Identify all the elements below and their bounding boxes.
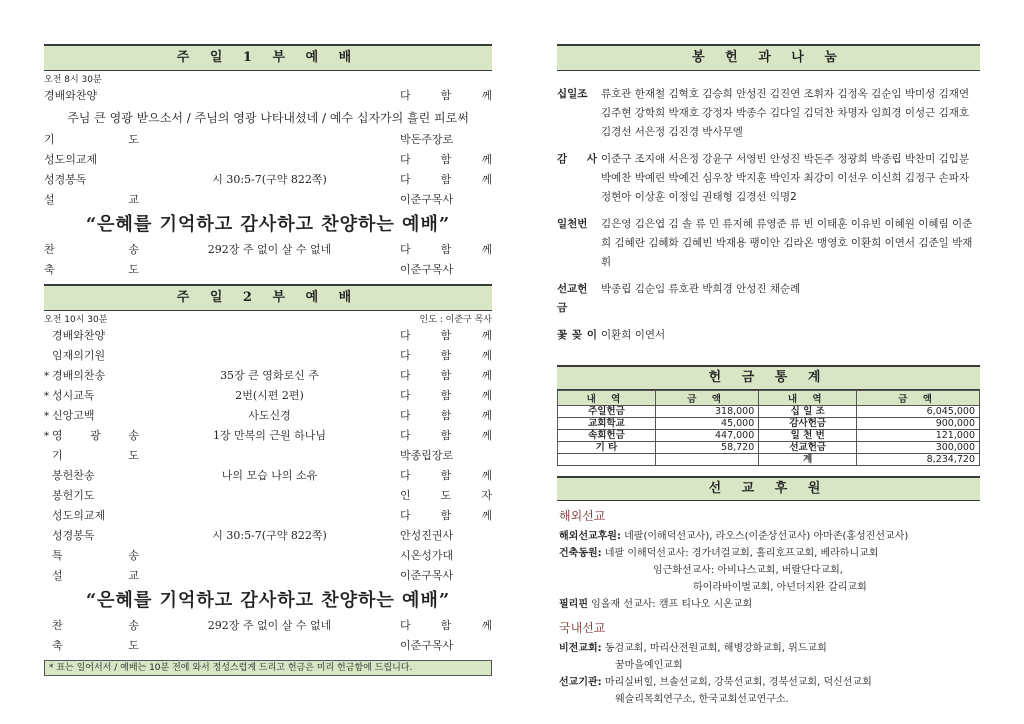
order-person: 다 함 께 xyxy=(400,369,492,382)
order-row xyxy=(44,466,492,486)
order-row xyxy=(44,486,492,506)
mission-line-text: 임근화선교사: 아비나스교회, 버랄단다교회, xyxy=(653,565,843,576)
order-label: 성도의교제 xyxy=(44,153,98,166)
order-row xyxy=(44,446,492,466)
offering-group-label: 일천번 xyxy=(557,218,588,230)
order-label: 임재의기원 xyxy=(52,349,106,362)
mission-line-label: 선교기관: xyxy=(559,677,602,688)
offering-group-names: 김은영 김은엽 김 솔 류 민 류지혜 류영준 류 빈 이태훈 이유빈 이혜원 이혜림 이준희 김혜란 김혜화 김혜빈 박재용 팽이안 김라온 맹영호 이환희 이연서 김준일 박재휘 xyxy=(601,218,973,268)
stats-cell: 318,000 xyxy=(655,406,758,418)
service1-theme: 주님 큰 영광 받으소서 / 주님의 영광 나타내셨네 / 예수 십자가의 흘린 피로써 xyxy=(67,111,469,125)
stats-header-cell: 내 역 xyxy=(759,391,857,406)
stats-cell: 속회헌금 xyxy=(558,430,656,442)
order-row xyxy=(44,130,492,150)
mission-title: 선 교 후 원 xyxy=(557,476,980,501)
order-row xyxy=(44,426,492,446)
offering-group-label: 감 사 xyxy=(557,153,597,165)
order-row xyxy=(44,366,492,386)
service2-time-line xyxy=(44,314,492,326)
stats-cell: 447,000 xyxy=(655,430,758,442)
order-label: 기 도 xyxy=(44,133,139,146)
order-person: 인 도 자 xyxy=(400,489,492,502)
service1-order-c xyxy=(44,240,492,280)
mission-line xyxy=(557,674,980,691)
order-person: 다 함 께 xyxy=(400,429,492,442)
mission-line xyxy=(557,691,980,708)
order-row xyxy=(44,616,492,636)
mission-line xyxy=(557,640,980,657)
stats-section xyxy=(557,365,980,466)
order-person: 다 함 께 xyxy=(400,509,492,522)
offering-group-names: 이환희 이연서 xyxy=(601,329,666,341)
service2-note: * 표는 일어서서 / 예배는 10분 전에 와서 정성스럽게 드리고 헌금은 미리 헌금함에 드립니다. xyxy=(44,660,492,676)
order-label: 찬 송 xyxy=(44,243,139,256)
order-person: 다 함 께 xyxy=(400,173,492,186)
stats-row xyxy=(558,406,980,418)
stats-cell: 45,000 xyxy=(655,418,758,430)
order-person: 다 함 께 xyxy=(400,243,492,256)
right-column xyxy=(557,44,980,708)
offering-group xyxy=(557,215,980,272)
order-label: 영 광 송 xyxy=(52,429,139,442)
order-label: 축 도 xyxy=(44,263,139,276)
stats-cell: 주일헌금 xyxy=(558,406,656,418)
service1-time-line xyxy=(44,74,492,86)
order-label: 설 교 xyxy=(52,569,139,582)
order-mark: * xyxy=(44,371,49,382)
service2-big-title: “은혜를 기억하고 감사하고 찬양하는 예배” xyxy=(85,590,451,611)
order-label: 특 송 xyxy=(52,549,139,562)
order-person: 이준구목사 xyxy=(400,263,454,276)
order-detail: 292장 주 없이 살 수 없네 xyxy=(204,240,336,260)
offering-group-names: 박종립 김순임 류호관 박희경 안성진 채순례 xyxy=(601,283,801,295)
order-person: 다 함 께 xyxy=(400,389,492,402)
overseas-heading: 해외선교 xyxy=(559,509,606,523)
service2-order-a xyxy=(44,326,492,586)
order-person: 이준구목사 xyxy=(400,193,454,206)
order-person: 다 함 께 xyxy=(400,153,492,166)
service1-order-a xyxy=(44,86,492,106)
order-person: 다 함 께 xyxy=(400,409,493,422)
order-row xyxy=(44,240,492,260)
order-row xyxy=(44,386,492,406)
order-label: 기 도 xyxy=(52,449,139,462)
order-label: 봉헌기도 xyxy=(52,489,95,502)
order-label: 봉헌찬송 xyxy=(52,469,95,482)
order-label: 경배의찬송 xyxy=(52,369,106,382)
stats-cell: 6,045,000 xyxy=(857,406,980,418)
left-column xyxy=(44,44,492,676)
order-row xyxy=(44,346,492,366)
mission-line-text: 네팔(이해덕선교사), 라오스(이준상선교사) 아마존(홍성진선교사) xyxy=(620,531,909,542)
stats-row xyxy=(558,454,980,466)
offering-title: 봉 헌 과 나 눔 xyxy=(557,44,980,71)
order-person: 다 함 께 xyxy=(400,619,492,632)
order-row xyxy=(44,150,492,170)
order-label: 축 도 xyxy=(52,639,139,652)
order-person: 다 함 께 xyxy=(400,329,492,342)
mission-line-text: 동검교회, 마리산전원교회, 해병강화교회, 위드교회 xyxy=(601,643,827,654)
offering-group xyxy=(557,326,980,345)
offering-group-label: 선교헌금 xyxy=(557,283,588,314)
order-label: 찬 송 xyxy=(52,619,139,632)
mission-line-text: 웨슬리목회연구소, 한국교회선교연구소. xyxy=(615,694,789,705)
mission-line-text: 꿈마을예인교회 xyxy=(615,660,683,671)
stats-cell: 300,000 xyxy=(857,442,980,454)
mission-line xyxy=(557,528,980,545)
stats-cell: 교회학교 xyxy=(558,418,656,430)
offering-group-names: 이준구 조지애 서은정 강윤구 서영빈 안성진 박돈주 정광희 박종립 박찬미 김입분 박예찬 박예린 박예건 심우창 박지훈 박인자 최강이 이선우 이신희 김정구 손파자 정현아 이상훈 이정임 권태형 김경선 익명2 xyxy=(601,153,970,203)
overseas-list xyxy=(557,528,980,613)
stats-cell: 계 xyxy=(759,454,857,466)
order-detail: 사도신경 xyxy=(244,406,295,426)
service2-leader: 인도 : 이준구 목사 xyxy=(419,315,492,325)
order-person: 다 함 께 xyxy=(400,89,492,102)
order-row xyxy=(44,566,492,586)
stats-row xyxy=(558,418,980,430)
order-detail: 1장 만복의 근원 하나님 xyxy=(209,426,330,446)
stats-cell: 감사헌금 xyxy=(759,418,857,430)
order-row xyxy=(44,86,492,106)
stats-cell: 8,234,720 xyxy=(857,454,980,466)
stats-row xyxy=(558,430,980,442)
service1-order-b xyxy=(44,130,492,210)
stats-cell: 기 타 xyxy=(558,442,656,454)
offering-group xyxy=(557,280,980,318)
mission-line xyxy=(557,579,980,596)
order-detail: 시 30:5-7(구약 822쪽) xyxy=(208,170,331,190)
order-label: 신앙고백 xyxy=(52,409,95,422)
stats-header-cell: 금 액 xyxy=(655,391,758,406)
order-row xyxy=(44,326,492,346)
order-person: 이준구목사 xyxy=(400,639,454,652)
order-row xyxy=(44,260,492,280)
order-mark: * xyxy=(44,411,49,422)
order-person: 박돈주장로 xyxy=(400,133,454,146)
order-detail: 2번(시편 2편) xyxy=(231,386,308,406)
order-detail: 시 30:5-7(구약 822쪽) xyxy=(208,526,331,546)
mission-line xyxy=(557,562,980,579)
order-person: 다 함 께 xyxy=(400,469,492,482)
offering-group-names: 류호관 한재철 김혁호 김승희 안성진 김진연 조휘자 김정옥 김순임 박미성 김재연 김주현 강학희 박재호 강정자 박종수 김다일 김덕찬 차명자 임희경 이성근 김재호 김경선 서은정 김진경 박사무엘 xyxy=(601,88,970,138)
order-label: 성시교독 xyxy=(52,389,95,402)
mission-line-label: 필리핀 xyxy=(559,599,588,610)
order-label: 경배와찬양 xyxy=(52,329,106,342)
order-row xyxy=(44,526,492,546)
mission-line-text: 하이라바이벌교회, 아넌더지완 갈리교회 xyxy=(693,582,867,593)
stats-cell: 일 천 번 xyxy=(759,430,857,442)
domestic-list xyxy=(557,640,980,708)
service2-order-c xyxy=(44,616,492,656)
mission-line-label: 해외선교후원: xyxy=(559,531,621,542)
mission-line-text: 네팔 이해덕선교사: 경가녀걸교회, 홀리호프교회, 베라하니교회 xyxy=(601,548,879,559)
order-person: 이준구목사 xyxy=(400,569,454,582)
order-person: 다 함 께 xyxy=(400,349,492,362)
order-mark: * xyxy=(44,431,49,442)
stats-cell: 58,720 xyxy=(655,442,758,454)
service1-big-title: “은혜를 기억하고 감사하고 찬양하는 예배” xyxy=(85,214,451,235)
order-row xyxy=(44,506,492,526)
order-mark: * xyxy=(44,391,49,402)
offering-group xyxy=(557,150,980,207)
mission-line-label: 비전교회: xyxy=(559,643,602,654)
domestic-heading: 국내선교 xyxy=(559,621,606,635)
order-person: 안성진권사 xyxy=(400,529,454,542)
service2-title: 주 일 2 부 예 배 xyxy=(44,284,492,311)
stats-body xyxy=(558,406,980,466)
mission-line xyxy=(557,545,980,562)
service1-time: 오전 8시 30분 xyxy=(44,75,102,85)
order-person: 시온성가대 xyxy=(400,549,454,562)
stats-cell: 900,000 xyxy=(857,418,980,430)
stats-cell: 선교헌금 xyxy=(759,442,857,454)
stats-table xyxy=(557,390,980,466)
mission-line xyxy=(557,596,980,613)
stats-header-row xyxy=(558,391,980,406)
order-row xyxy=(44,170,492,190)
mission-line xyxy=(557,657,980,674)
stats-title: 헌 금 통 계 xyxy=(557,365,980,390)
order-label: 성도의교제 xyxy=(52,509,106,522)
order-row xyxy=(44,546,492,566)
order-row xyxy=(44,406,492,426)
offering-group xyxy=(557,85,980,142)
offering-group-label: 꽃 꽂 이 xyxy=(557,329,597,341)
order-row xyxy=(44,636,492,656)
stats-row xyxy=(558,442,980,454)
mission-line-label: 건축동원: xyxy=(559,548,602,559)
stats-cell xyxy=(558,454,656,466)
order-row xyxy=(44,190,492,210)
stats-cell xyxy=(655,454,758,466)
offering-groups xyxy=(557,85,980,345)
stats-cell: 십 일 조 xyxy=(759,406,857,418)
stats-header-cell: 금 액 xyxy=(857,391,980,406)
offering-group-label: 십일조 xyxy=(557,88,588,100)
service2-time: 오전 10시 30분 xyxy=(44,315,108,325)
service1-title: 주 일 1 부 예 배 xyxy=(44,44,492,71)
stats-cell: 121,000 xyxy=(857,430,980,442)
order-label: 설 교 xyxy=(44,193,139,206)
order-person: 박종립장로 xyxy=(400,449,454,462)
order-detail: 나의 모습 나의 소유 xyxy=(218,466,322,486)
order-detail: 292장 주 없이 살 수 없네 xyxy=(204,616,336,636)
order-label: 성경봉독 xyxy=(44,173,87,186)
mission-line-text: 임올재 선교사: 캠프 티나오 시온교회 xyxy=(587,599,753,610)
mission-line-text: 마리실버힐, 브솔선교회, 강북선교회, 경북선교회, 덕신선교회 xyxy=(601,677,872,688)
order-detail: 35장 큰 영화로신 주 xyxy=(216,366,323,386)
order-label: 경배와찬양 xyxy=(44,89,98,102)
stats-header-cell: 내 역 xyxy=(558,391,656,406)
order-label: 성경봉독 xyxy=(52,529,95,542)
